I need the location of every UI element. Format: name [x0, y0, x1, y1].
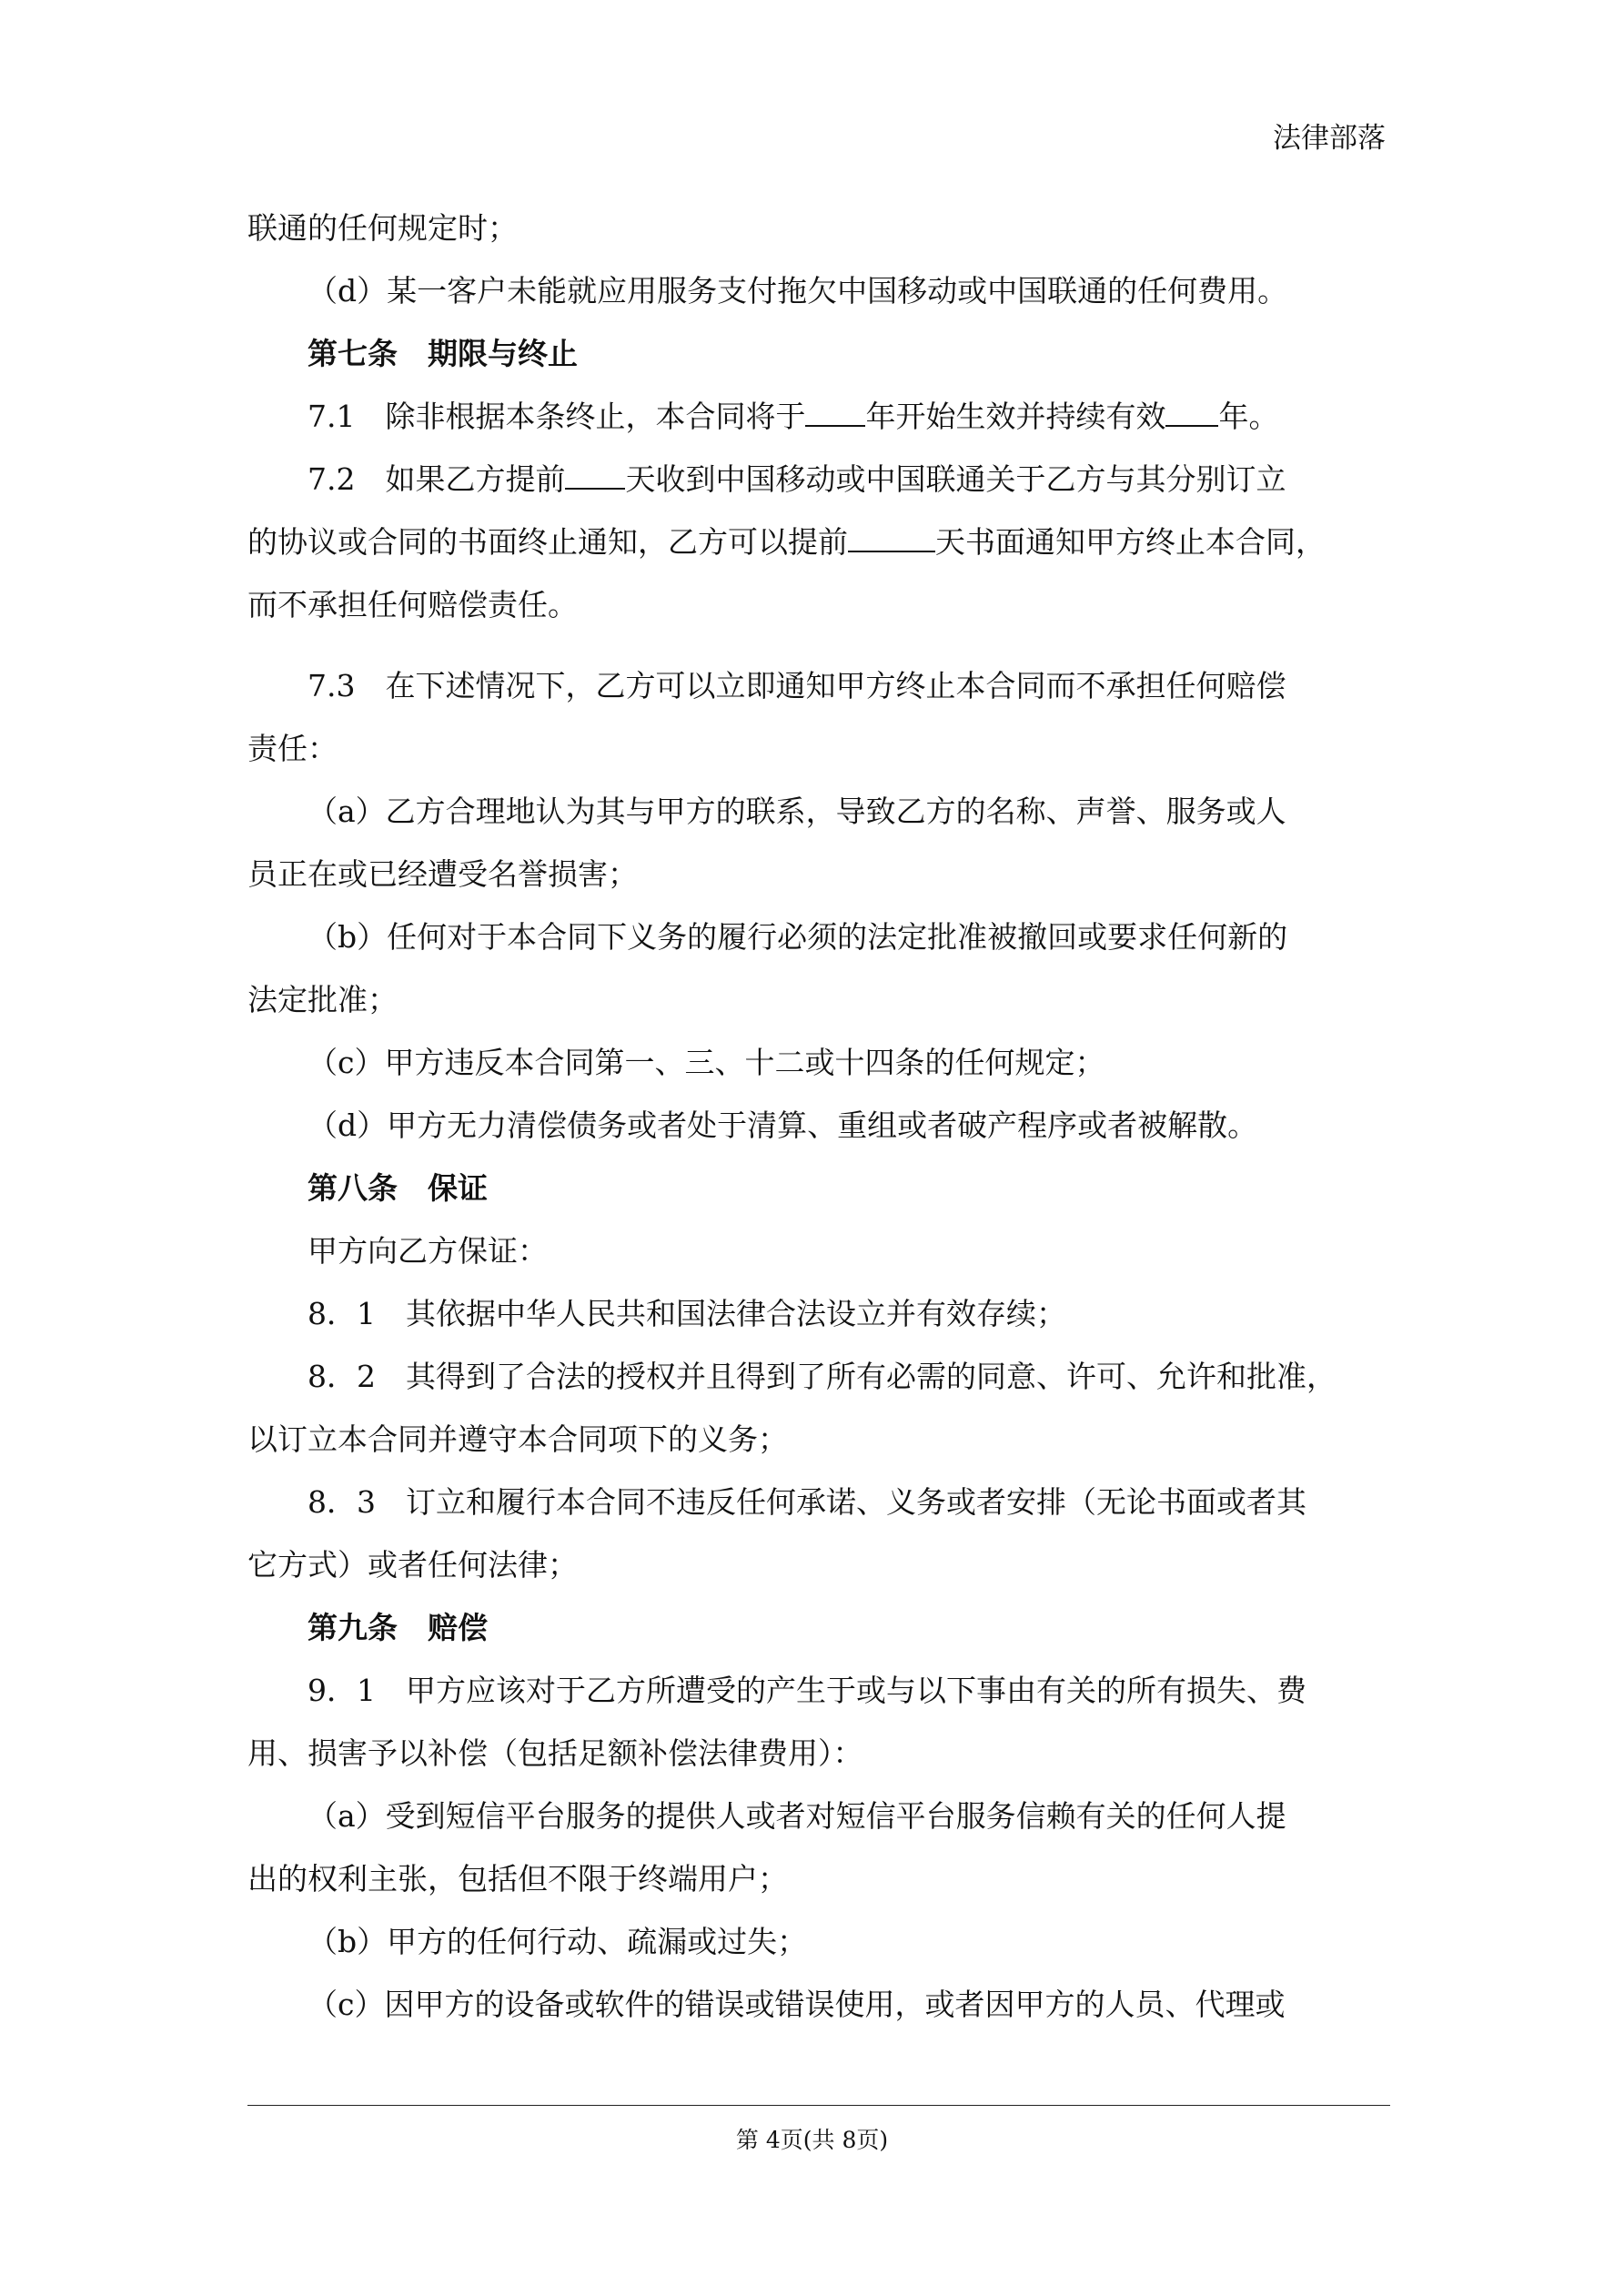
fill-blank-termination-days[interactable]: [848, 529, 935, 552]
clause-7-3-line-2: 责任：: [247, 731, 338, 766]
clause-7-3-b-line-1: （b）任何对于本合同下义务的履行必须的法定批准被撤回或要求任何新的: [308, 919, 1288, 955]
article-8-heading: 第八条 保证: [308, 1170, 488, 1206]
fill-blank-year-start[interactable]: [805, 403, 865, 427]
clause-8-1: 8．1 其依据中华人民共和国法律合法设立并有效存续；: [308, 1296, 1066, 1331]
article-7-heading: 第七条 期限与终止: [308, 336, 578, 371]
clause-7-2-line-1: [247, 448, 1390, 511]
clause-9-1-line-1: 9．1 甲方应该对于乙方所遭受的产生于或与以下事由有关的所有损失、费: [308, 1673, 1306, 1708]
clause-7-3-c: （c）甲方违反本合同第一、三、十二或十四条的任何规定；: [308, 1045, 1105, 1080]
clause-7-3-b-line-2: 法定批准；: [247, 982, 398, 1017]
clause-8-3-line-1: 8．3 订立和履行本合同不违反任何承诺、义务或者安排（无论书面或者其: [308, 1484, 1306, 1520]
clause-7-2-text-b: 天收到中国移动或中国联通关于乙方与其分别订立: [625, 461, 1286, 497]
clause-7-3-a-line-2: 员正在或已经遭受名誉损害；: [247, 856, 638, 892]
clause-8-2-line-2: 以订立本合同并遵守本合同项下的义务；: [247, 1421, 788, 1457]
clause-7-1-text-a: 7.1 除非根据本条终止，本合同将于: [308, 399, 806, 434]
clause-9-1-c: （c）因甲方的设备或软件的错误或错误使用，或者因甲方的人员、代理或: [308, 1987, 1286, 2022]
clause-9-1-a-line-1: （a）受到短信平台服务的提供人或者对短信平台服务信赖有关的任何人提: [308, 1798, 1286, 1834]
article-9-heading: 第九条 赔偿: [308, 1610, 488, 1645]
fill-blank-duration[interactable]: [1165, 403, 1218, 427]
clause-7-2-line-2: [247, 511, 1390, 573]
article-8-intro: 甲方向乙方保证：: [308, 1233, 548, 1269]
clause-7-3-a-line-1: （a）乙方合理地认为其与甲方的联系，导致乙方的名称、声誉、服务或人: [308, 794, 1286, 829]
clause-9-1-line-2: 用、损害予以补偿（包括足额补偿法律费用）：: [247, 1735, 863, 1771]
paragraph-continuation: 联通的任何规定时；: [247, 210, 518, 246]
clause-9-1-a-line-2: 出的权利主张，包括但不限于终端用户；: [247, 1861, 788, 1896]
clause-6-d: （d）某一客户未能就应用服务支付拖欠中国移动或中国联通的任何费用。: [308, 273, 1288, 308]
clause-9-1-b: （b）甲方的任何行动、疏漏或过失；: [308, 1924, 808, 1959]
clause-8-3-line-2: 它方式）或者任何法律；: [247, 1547, 578, 1583]
page-number: 第 4页(共 8页): [735, 2127, 889, 2153]
clause-7-1-text-b: 年开始生效并持续有效: [865, 399, 1166, 434]
clause-8-2-line-1: 8．2 其得到了合法的授权并且得到了所有必需的同意、许可、允许和批准，: [308, 1359, 1337, 1394]
clause-7-2-text-d: 天书面通知甲方终止本合同，: [935, 524, 1326, 560]
clause-7-3-line-1: 7.3 在下述情况下，乙方可以立即通知甲方终止本合同而不承担任何赔偿: [308, 668, 1286, 703]
fill-blank-notice-days[interactable]: [565, 466, 625, 490]
clause-7-3-d: （d）甲方无力清偿债务或者处于清算、重组或者破产程序或者被解散。: [308, 1108, 1258, 1143]
clause-7-2-line-3: 而不承担任何赔偿责任。: [247, 587, 578, 622]
header-brand: 法律部落: [1273, 122, 1386, 155]
clause-7-2-text-c: 的协议或合同的书面终止通知，乙方可以提前: [247, 524, 848, 560]
footer-rule: [247, 2105, 1390, 2106]
clause-7-1: [247, 385, 1390, 448]
clause-7-1-text-c: 年。: [1218, 399, 1279, 434]
clause-7-2-text-a: 7.2 如果乙方提前: [308, 461, 566, 497]
